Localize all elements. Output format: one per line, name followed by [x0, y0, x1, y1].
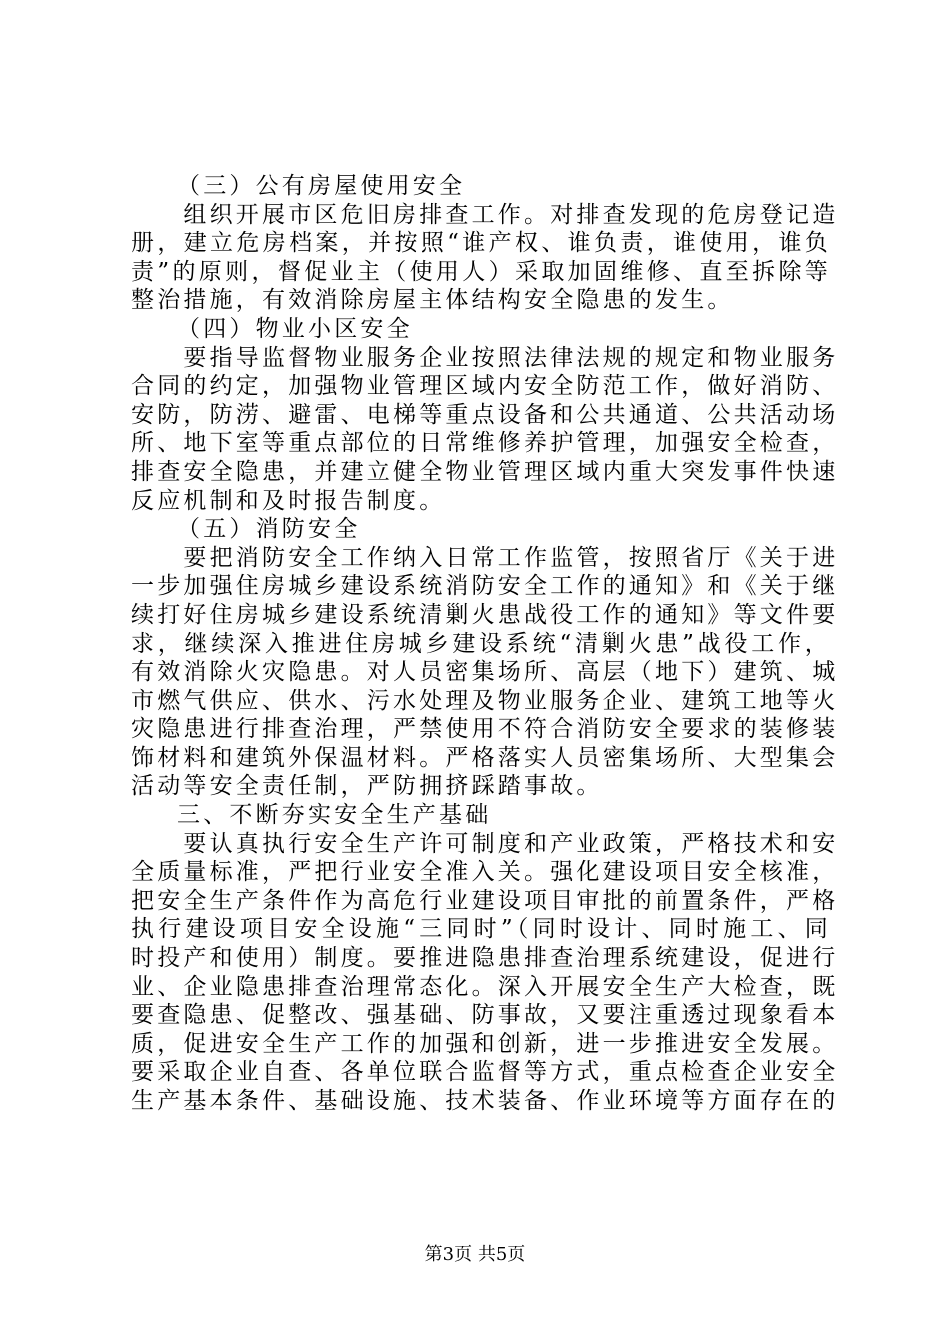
text-line: 要采取企业自查、各单位联合监督等方式，重点检查企业安全 — [131, 1059, 839, 1086]
text-line: 饰材料和建筑外保温材料。严格落实人员密集场所、大型集会 — [131, 744, 839, 771]
section-heading: （三）公有房屋使用安全 — [177, 173, 466, 199]
text-line: 灾隐患进行排查治理，严禁使用不符合消防安全要求的装修装 — [131, 716, 839, 743]
text-line: 把安全生产条件作为高危行业建设项目审批的前置条件，严格 — [131, 887, 839, 914]
text-line: 有效消除火灾隐患。对人员密集场所、高层（地下）建筑、城 — [131, 659, 839, 686]
text-line: 整治措施，有效消除房屋主体结构安全隐患的发生。 — [131, 287, 734, 314]
document-body — [131, 172, 839, 1116]
text-line: 要把消防安全工作纳入日常工作监管，按照省厅《关于进 — [131, 544, 839, 571]
text-line: 执行建设项目安全设施“三同时”（同时设计、同时施工、同 — [131, 916, 831, 943]
text-line: 全质量标准，严把行业安全准入关。强化建设项目安全核准， — [131, 859, 839, 886]
text-line: 要指导监督物业服务企业按照法律法规的规定和物业服务 — [131, 344, 839, 371]
text-line: 册，建立危房档案，并按照“谁产权、谁负责，谁使用，谁负 — [131, 230, 831, 257]
paragraph — [131, 344, 839, 516]
text-line: 求，继续深入推进住房城乡建设系统“清剿火患”战役工作， — [131, 630, 831, 657]
text-line: 所、地下室等重点部位的日常维修养护管理，加强安全检查， — [131, 430, 839, 457]
section-heading: （四）物业小区安全 — [177, 315, 413, 342]
section-heading: （五）消防安全 — [177, 516, 361, 543]
text-line: 生产基本条件、基础设施、技术装备、作业环境等方面存在的 — [131, 1088, 839, 1114]
text-line: 市燃气供应、供水、污水处理及物业服务企业、建筑工地等火 — [131, 687, 839, 714]
text-line: 合同的约定，加强物业管理区域内安全防范工作，做好消防、 — [131, 373, 839, 400]
text-line: 续打好住房城乡建设系统清剿火患战役工作的通知》等文件要 — [131, 601, 839, 628]
paragraph — [131, 201, 839, 315]
page-footer: 第3页 共5页 — [424, 1244, 526, 1265]
text-line: 排查安全隐患，并建立健全物业管理区域内重大突发事件快速 — [131, 458, 839, 485]
text-line: 一步加强住房城乡建设系统消防安全工作的通知》和《关于继 — [131, 573, 839, 600]
text-line: 时投产和使用）制度。要推进隐患排查治理系统建设，促进行 — [131, 945, 839, 972]
text-line: 反应机制和及时报告制度。 — [131, 487, 446, 514]
text-line: 要查隐患、促整改、强基础、防事故，又要注重透过现象看本 — [131, 1002, 839, 1029]
text-line: 安防，防涝、避雷、电梯等重点设备和公共通道、公共活动场 — [131, 401, 839, 428]
section-heading: 三、不断夯实安全生产基础 — [177, 802, 492, 829]
paragraph — [131, 544, 839, 801]
text-line: 责”的原则，督促业主（使用人）采取加固维修、直至拆除等 — [131, 258, 831, 285]
text-line: 组织开展市区危旧房排查工作。对排查发现的危房登记造 — [131, 201, 839, 228]
text-line: 质，促进安全生产工作的加强和创新，进一步推进安全发展。 — [131, 1030, 839, 1057]
paragraph — [131, 830, 839, 1116]
text-line: 活动等安全责任制，严防拥挤踩踏事故。 — [131, 773, 603, 800]
text-line: 要认真执行安全生产许可制度和产业政策，严格技术和安 — [131, 830, 839, 857]
text-line: 业、企业隐患排查治理常态化。深入开展安全生产大检查，既 — [131, 973, 839, 1000]
